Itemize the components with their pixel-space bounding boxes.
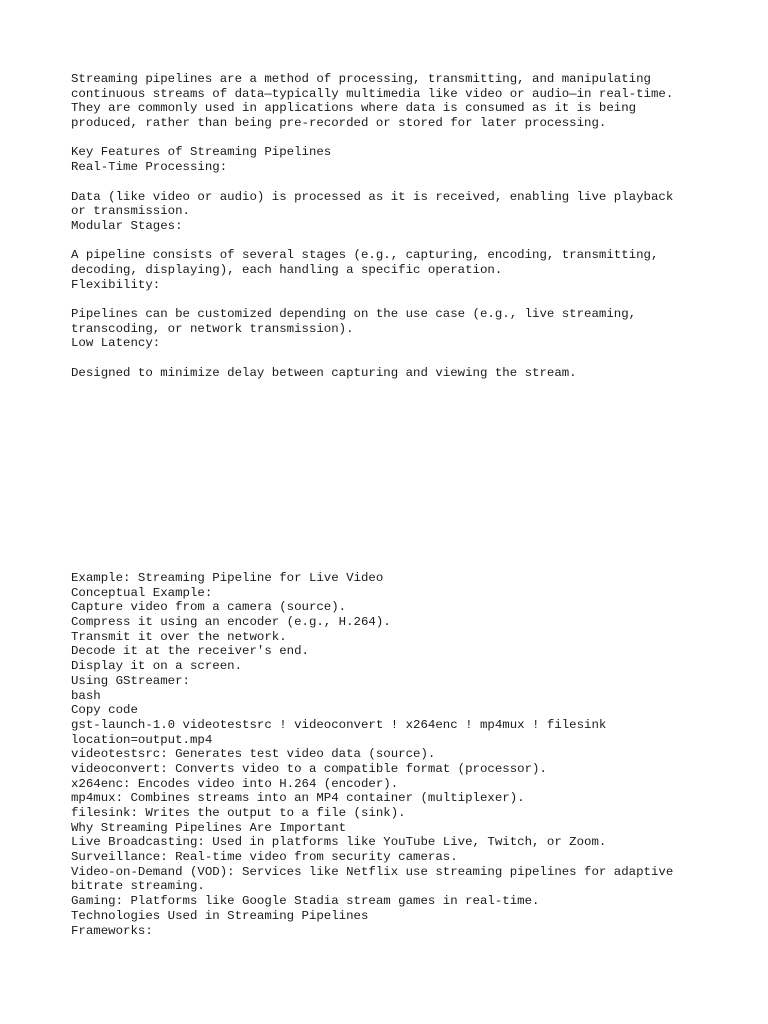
blank-line bbox=[71, 175, 711, 190]
intro-text-line: or transmission. bbox=[71, 204, 190, 219]
intro-text-line: A pipeline consists of several stages (e.g., capturing, encoding, transmitting, bbox=[71, 248, 659, 263]
example-text-line: bash bbox=[71, 688, 101, 703]
example-text-line: Display it on a screen. bbox=[71, 659, 243, 674]
example-text-line: Transmit it over the network. bbox=[71, 629, 287, 644]
intro-text-line: continuous streams of data—typically multimedia like video or audio—in real-time. bbox=[71, 86, 674, 101]
example-text-line: Using GStreamer: bbox=[71, 673, 190, 688]
blank-line bbox=[71, 234, 711, 249]
example-text-block bbox=[71, 571, 711, 938]
example-text-line: Frameworks: bbox=[71, 923, 153, 938]
intro-text-line: Streaming pipelines are a method of processing, transmitting, and manipulating bbox=[71, 72, 651, 86]
intro-text-line: Flexibility: bbox=[71, 277, 161, 292]
example-text-line: bitrate streaming. bbox=[71, 879, 205, 894]
intro-text-line: Key Features of Streaming Pipelines bbox=[71, 145, 332, 160]
example-text-line: x264enc: Encodes video into H.264 (encoder). bbox=[71, 776, 399, 791]
example-text-line: videotestsrc: Generates test video data (source). bbox=[71, 747, 436, 762]
example-text-line: mp4mux: Combines streams into an MP4 container (multiplexer). bbox=[71, 791, 525, 806]
blank-line bbox=[71, 351, 711, 366]
example-text-line: Why Streaming Pipelines Are Important bbox=[71, 820, 347, 835]
example-text-line: Capture video from a camera (source). bbox=[71, 600, 347, 615]
example-text-line: Decode it at the receiver's end. bbox=[71, 644, 309, 659]
example-text-line: Video-on-Demand (VOD): Services like Netflix use streaming pipelines for adaptive bbox=[71, 864, 674, 879]
intro-text-line: Designed to minimize delay between capturing and viewing the stream. bbox=[71, 365, 577, 380]
intro-text-line: produced, rather than being pre-recorded or stored for later processing. bbox=[71, 116, 607, 131]
example-text-line: Surveillance: Real-time video from security cameras. bbox=[71, 850, 458, 865]
example-text-line: Example: Streaming Pipeline for Live Video bbox=[71, 571, 384, 585]
intro-text-line: Real-Time Processing: bbox=[71, 160, 228, 175]
intro-text-line: Modular Stages: bbox=[71, 218, 183, 233]
blank-line bbox=[71, 131, 711, 146]
intro-text-line: Pipelines can be customized depending on the use case (e.g., live streaming, bbox=[71, 307, 637, 321]
example-text-line: location=output.mp4 bbox=[71, 732, 213, 747]
example-text-line: Technologies Used in Streaming Pipelines bbox=[71, 908, 369, 923]
example-text-line: Gaming: Platforms like Google Stadia stream games in real-time. bbox=[71, 894, 540, 909]
example-text-line: filesink: Writes the output to a file (sink). bbox=[71, 806, 406, 820]
example-text-line: Conceptual Example: bbox=[71, 585, 213, 600]
intro-text-line: Low Latency: bbox=[71, 336, 161, 351]
example-text-line: videoconvert: Converts video to a compatible format (processor). bbox=[71, 761, 547, 776]
intro-text-line: decoding, displaying), each handling a specific operation. bbox=[71, 262, 503, 277]
intro-text-block bbox=[71, 72, 711, 380]
intro-text-line: Data (like video or audio) is processed as it is received, enabling live playback bbox=[71, 189, 674, 204]
intro-text-line: They are commonly used in applications where data is consumed as it is being bbox=[71, 101, 637, 116]
blank-line bbox=[71, 292, 711, 307]
example-text-line: gst-launch-1.0 videotestsrc ! videoconvert ! x264enc ! mp4mux ! filesink bbox=[71, 717, 607, 732]
example-text-line: Compress it using an encoder (e.g., H.264). bbox=[71, 615, 391, 630]
example-text-line: Copy code bbox=[71, 703, 138, 718]
intro-text-line: transcoding, or network transmission). bbox=[71, 321, 354, 336]
example-text-line: Live Broadcasting: Used in platforms like YouTube Live, Twitch, or Zoom. bbox=[71, 835, 607, 850]
